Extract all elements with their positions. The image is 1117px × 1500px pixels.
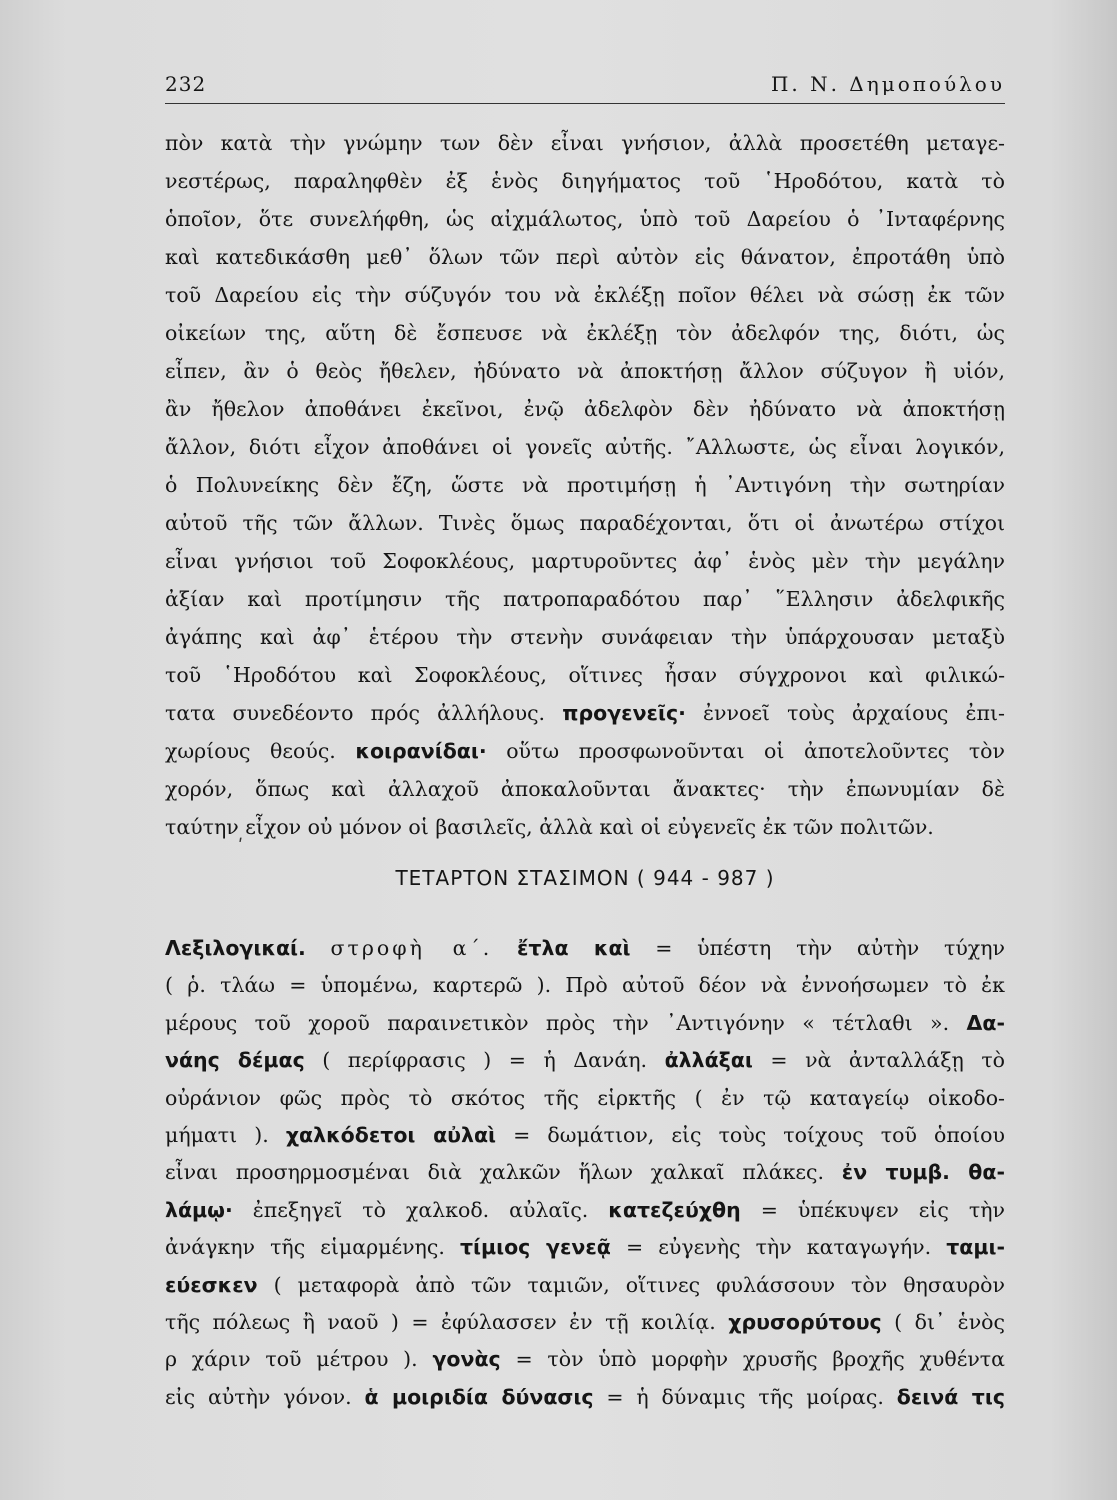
section-title: ΤΕΤΑΡΤΟΝ ΣΤΑΣΙΜΟΝ ( 944 - 987 )	[395, 866, 775, 890]
line-text: οὕτω προσφωνοῦνται οἱ ἀποτελοῦντες τὸν	[506, 739, 1005, 763]
text-line: καὶ κατεδικάσθη μεθ᾿ ὅλων τῶν περὶ αὐτὸν εἰς θάνατον, ἐπροτάθη ὑπὸ	[165, 245, 1005, 269]
text-line	[165, 1154, 1005, 1191]
glossary-term: ταμι-	[946, 1235, 1005, 1260]
glossary-term: ἔτλα καὶ	[516, 936, 631, 960]
text-line: νεστέρως, παραληφθὲν ἐξ ἑνὸς διηγήματος τοῦ ῾Ηροδότου, κατὰ τὸ	[165, 169, 1005, 193]
line-text: = εὐγενὴς τὴν καταγωγήν.	[626, 1235, 932, 1260]
glossary-term: δεινά τις	[896, 1384, 1005, 1409]
running-header	[165, 72, 1005, 102]
lexical-notes	[165, 930, 1005, 1416]
text-line: τοῦ Δαρείου εἰς τὴν σύζυγόν του νὰ ἐκλέξῃ ποῖον θέλει νὰ σώσῃ ἐκ τῶν	[165, 283, 1005, 307]
line-text: ἐννοεῖ τοὺς ἀρχαίους ἐπι-	[703, 701, 1005, 725]
strophe-label: στροφὴ α΄.	[330, 936, 493, 960]
line-text: τατα συνεδέοντο πρός ἀλλήλους.	[165, 701, 546, 725]
text-line: ἀγάπης καὶ ἀφ᾿ ἑτέρου τὴν στενὴν συνάφειαν τὴν ὑπάρχουσαν μεταξὺ	[165, 625, 1005, 649]
page-number: 232	[165, 72, 207, 96]
glossary-term: χαλκόδετοι αὐλαὶ	[285, 1122, 497, 1147]
text-line: χορόν, ὅπως καὶ ἀλλαχοῦ ἀποκαλοῦνται ἄνακτες· τὴν ἐπωνυμίαν δὲ	[165, 777, 1005, 801]
glossary-term: χρυσορύτους	[728, 1309, 882, 1334]
line-text: = νὰ ἀνταλλάξῃ τὸ	[770, 1048, 1005, 1073]
text-line	[165, 1341, 1005, 1378]
text-line	[165, 732, 1005, 770]
text-line: ἂν ἤθελον ἀποθάνει ἐκεῖνοι, ἐνῷ ἀδελφὸν δὲν ἠδύνατο νὰ ἀποκτήσῃ	[165, 397, 1005, 421]
notes-heading: Λεξιλογικαί.	[165, 936, 306, 960]
glossary-term: κοιρανίδαι·	[355, 739, 487, 763]
text-line	[165, 1267, 1005, 1304]
glossary-term: προγενεῖς·	[562, 701, 686, 725]
text-line	[165, 1379, 1005, 1416]
line-text: εἰς αὐτὴν γόνον.	[165, 1384, 352, 1409]
text-line: εἶπεν, ἂν ὁ θεὸς ἤθελεν, ἠδύνατο νὰ ἀποκτήσῃ ἄλλον σύζυγον ἢ υἱόν,	[165, 359, 1005, 383]
glossary-term: ἐν τυμβ. θα-	[841, 1160, 1005, 1185]
glossary-term: εύεσκεν	[165, 1272, 258, 1297]
text-line: ταύτην εἶχον οὐ μόνον οἱ βασιλεῖς, ἀλλὰ καὶ οἱ εὐγενεῖς ἐκ τῶν πολιτῶν.	[165, 815, 934, 839]
glossary-term: ἁ μοιριδία δύνασις	[364, 1384, 594, 1409]
text-line	[165, 1005, 1005, 1042]
glossary-term: κατεζεύχθη	[608, 1197, 741, 1222]
running-author: Π. Ν. Δημοπούλου	[770, 72, 1005, 96]
line-text: μέρους τοῦ χοροῦ παραινετικὸν πρὸς τὴν ᾿Αντιγόνην « τέτλαθι ».	[165, 1010, 950, 1035]
text-line	[165, 694, 1005, 732]
text-line	[165, 1117, 1005, 1154]
text-line: ὁ Πολυνείκης δὲν ἔζη, ὥστε νὰ προτιμήσῃ ἡ ᾿Αντιγόνη τὴν σωτηρίαν	[165, 473, 1005, 497]
text-line	[165, 1192, 1005, 1229]
text-line: ἄλλον, διότι εἶχον ἀποθάνει οἱ γονεῖς αὐτῆς. ῎Αλλωστε, ὡς εἶναι λογικόν,	[165, 435, 1005, 459]
text-line	[165, 1229, 1005, 1266]
line-text: = ἡ δύναμις τῆς μοίρας.	[606, 1384, 884, 1409]
text-line: ἀξίαν καὶ προτίμησιν τῆς πατροπαραδότου παρ᾿ ῞Ελλησιν ἀδελφικῆς	[165, 587, 1005, 611]
text-line: οἰκείων της, αὕτη δὲ ἔσπευσε νὰ ἐκλέξῃ τὸν ἀδελφόν της, διότι, ὡς	[165, 321, 1005, 345]
line-text: ρ χάριν τοῦ μέτρου ).	[165, 1347, 418, 1372]
text-line	[165, 930, 1005, 967]
text-line: ὁποῖον, ὅτε συνελήφθη, ὡς αἰχμάλωτος, ὑπὸ τοῦ Δαρείου ὁ ᾿Ινταφέρνης	[165, 207, 1005, 231]
line-text: = ὑπέκυψεν εἰς τὴν	[760, 1197, 1005, 1222]
commentary-paragraph	[165, 124, 1005, 846]
line-text: ( μεταφορὰ ἀπὸ τῶν ταμιῶν, οἵτινες φυλάσσουν τὸν θησαυρὸν	[273, 1272, 1005, 1297]
glossary-term: νάης δέμας	[165, 1048, 305, 1073]
line-text: χωρίους θεούς.	[165, 739, 336, 763]
margin-mark: ʹ	[238, 836, 244, 857]
header-rule	[165, 103, 1005, 104]
text-line	[165, 1042, 1005, 1079]
text-line: ( ῥ. τλάω = ὑπομένω, καρτερῶ ). Πρὸ αὐτοῦ δέον νὰ ἐννοήσωμεν τὸ ἐκ	[165, 973, 1005, 998]
glossary-term: ἀλλάξαι	[664, 1048, 753, 1073]
line-text: ἐπεξηγεῖ τὸ χαλκοδ. αὐλαῖς.	[252, 1197, 589, 1222]
text-line: αὐτοῦ τῆς τῶν ἄλλων. Τινὲς ὅμως παραδέχονται, ὅτι οἱ ἀνωτέρω στίχοι	[165, 511, 1005, 535]
glossary-term: λάμῳ·	[165, 1197, 233, 1222]
text-line: οὐράνιον φῶς πρὸς τὸ σκότος τῆς εἱρκτῆς ( ἐν τῷ καταγείῳ οἰκοδο-	[165, 1085, 1005, 1110]
text-line	[165, 1304, 1005, 1341]
line-text: ( περίφρασις ) = ἡ Δανάη.	[322, 1048, 648, 1073]
text-line: εἶναι γνήσιοι τοῦ Σοφοκλέους, μαρτυροῦντες ἀφ᾿ ἑνὸς μὲν τὴν μεγάλην	[165, 549, 1005, 573]
line-text: = ὑπέστη τὴν αὐτὴν τύχην	[655, 936, 1005, 960]
line-text: εἶναι προσηρμοσμέναι διὰ χαλκῶν ἥλων χαλκαῖ πλάκες.	[165, 1160, 825, 1185]
text-line: πὸν κατὰ τὴν γνώμην των δὲν εἶναι γνήσιον, ἀλλὰ προσετέθη μεταγε-	[165, 131, 1005, 155]
text-line: τοῦ ῾Ηροδότου καὶ Σοφοκλέους, οἵτινες ἦσαν σύγχρονοι καὶ φιλικώ-	[165, 663, 1005, 687]
line-text: = τὸν ὑπὸ μορφὴν χρυσῆς βροχῆς χυθέντα	[515, 1347, 1005, 1372]
line-text: τῆς πόλεως ἢ ναοῦ ) = ἐφύλασσεν ἐν τῇ κοιλίᾳ.	[165, 1309, 716, 1334]
line-text: ἀνάγκην τῆς εἱμαρμένης.	[165, 1235, 445, 1260]
line-text: μήματι ).	[165, 1122, 269, 1147]
glossary-term: Δα-	[966, 1010, 1005, 1035]
glossary-term: γονὰς	[432, 1347, 501, 1372]
line-text: = δωμάτιον, εἰς τοὺς τοίχους τοῦ ὁποίου	[513, 1122, 1005, 1147]
glossary-term: τίμιος γενεᾷ	[459, 1235, 611, 1260]
line-text: ( δι᾿ ἑνὸς	[894, 1309, 1005, 1334]
